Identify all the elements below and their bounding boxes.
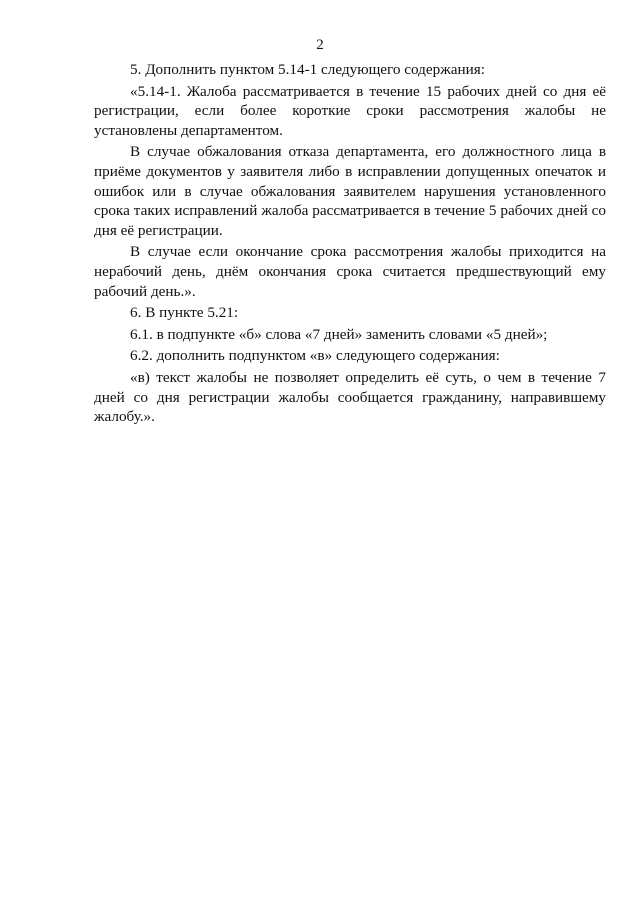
- paragraph-refusal-appeal: В случае обжалования отказа департамента, его должностного лица в приёме документов у заявителя либо в исправлении допущенных опечаток и ошибок или в случае обжалования заявителем нарушения установленного срока таких исправлений жалоба рассматривается в течение 5 рабочих дней со дня её регистрации.: [94, 143, 606, 239]
- paragraph-item-6-header: 6. В пункте 5.21:: [130, 304, 239, 322]
- paragraph-subitem-v: «в) текст жалобы не позволяет определить её суть, о чем в течение 7 дней со дня регистрации жалобы сообщается гражданину, направившему жалобу.».: [94, 368, 606, 426]
- paragraph-item-5-header: 5. Дополнить пунктом 5.14-1 следующего содержания:: [130, 61, 485, 78]
- paragraph-5-14-1-term: «5.14-1. Жалоба рассматривается в течение 15 рабочих дней со дня её регистрации, если более короткие сроки рассмотрения жалобы не установлены департаментом.: [94, 82, 606, 139]
- page-number: 2: [316, 37, 324, 53]
- paragraph-nonworking-day: В случае если окончание срока рассмотрения жалобы приходится на нерабочий день, днём окончания срока считается предшествующий ему рабочий день.».: [94, 243, 606, 300]
- document-body: [94, 60, 606, 429]
- paragraph-item-6-1: 6.1. в подпункте «б» слова «7 дней» заменить словами «5 дней»;: [130, 325, 548, 343]
- paragraph-item-6-2: 6.2. дополнить подпунктом «в» следующего содержания:: [130, 347, 500, 365]
